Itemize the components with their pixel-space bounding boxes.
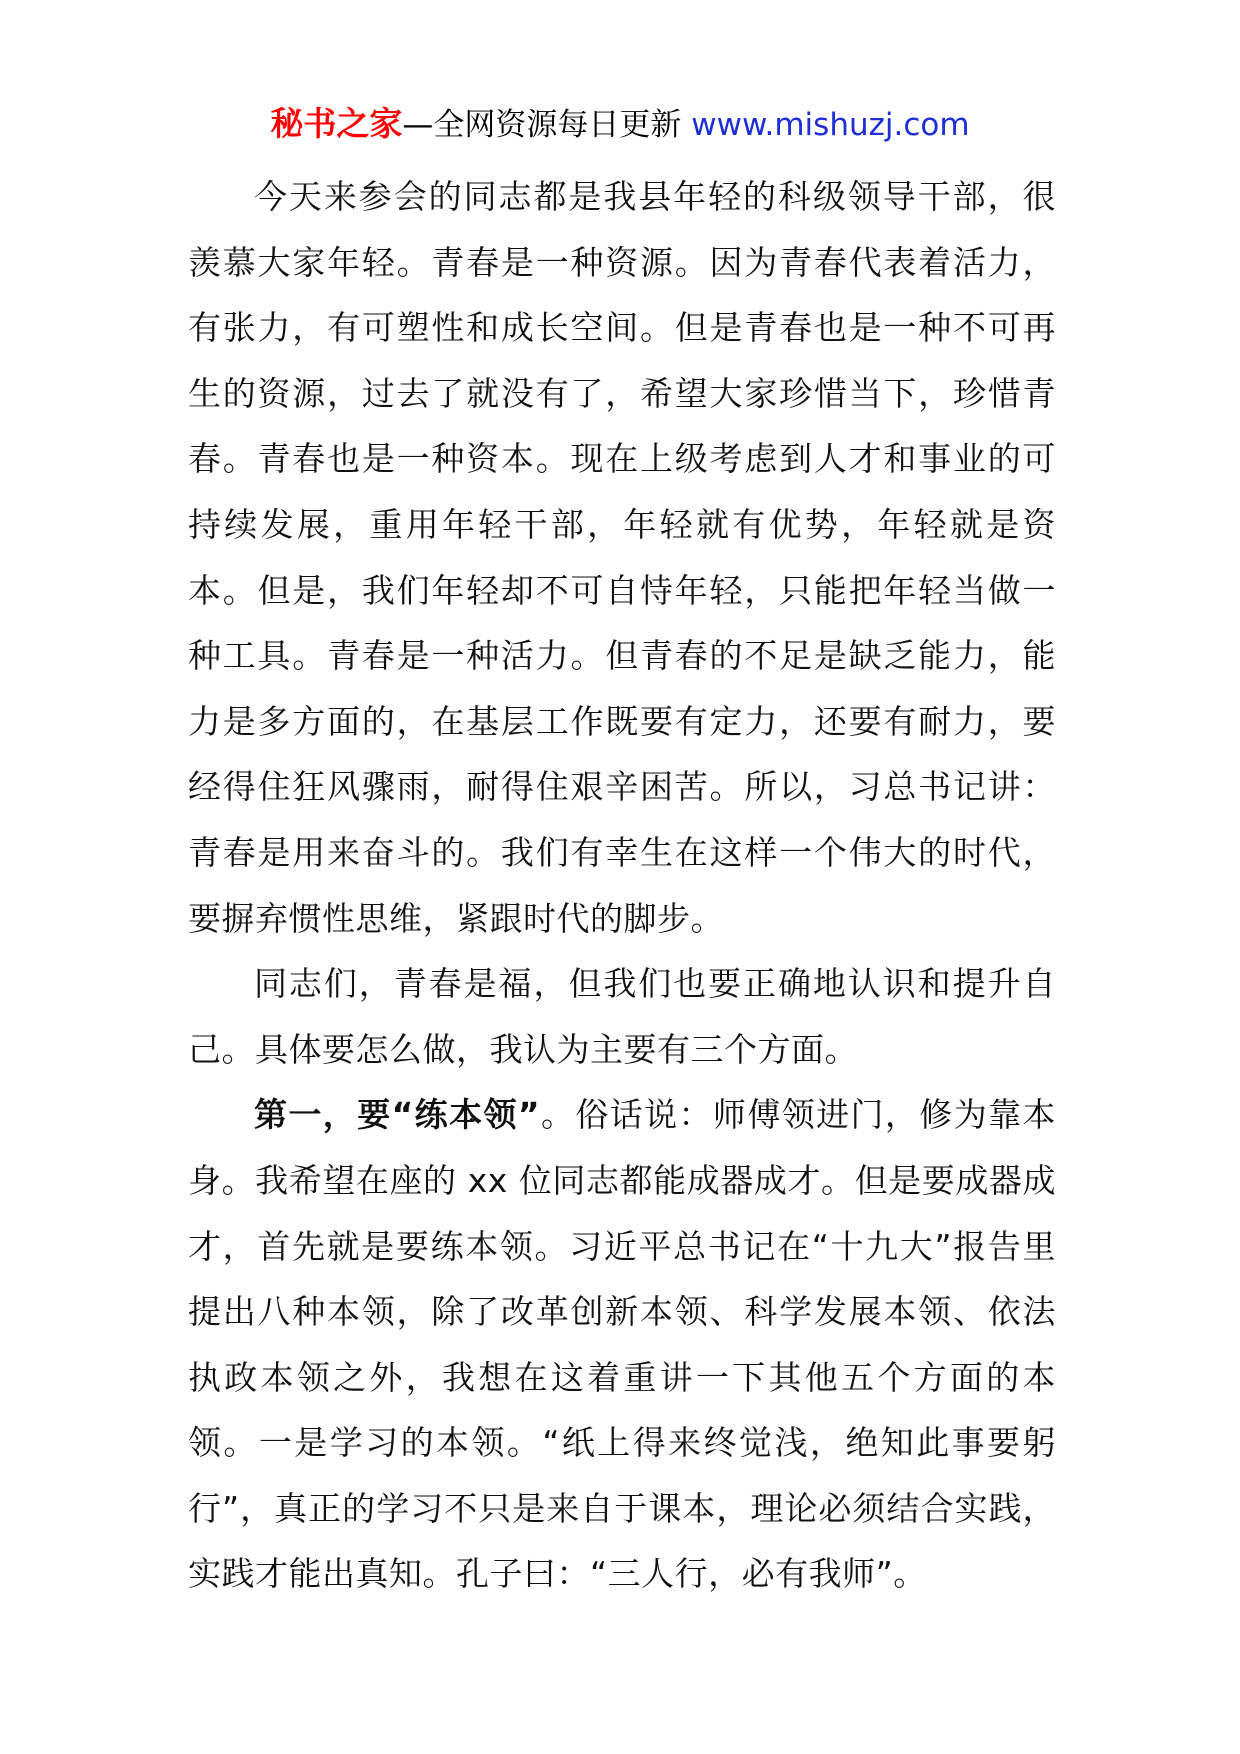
paragraph-text: 今天来参会的同志都是我县年轻的科级领导干部，很羡慕大家年轻。青春是一种资源。因为青春代表着活力，有张力，有可塑性和成长空间。但是青春也是一种不可再生的资源，过去了就没有了，希望大家珍惜当下，珍惜青春。青春也是一种资本。现在上级考虑到人才和事业的可持续发展，重用年轻干部，年轻就有优势，年轻就是资本。但是，我们年轻却不可自恃年轻，只能把年轻当做一种工具。青春是一种活力。但青春的不足是缺乏能力，能力是多方面的，在基层工作既要有定力，还要有耐力，要经得住狂风骤雨，耐得住艰辛困苦。所以，习总书记讲：青春是用来奋斗的。我们有幸生在这样一个伟大的时代，要摒弃惯性思维，紧跟时代的脚步。 (188, 177, 1056, 938)
paragraph-2 (188, 951, 1056, 1082)
header-slogan: —全网资源每日更新 (402, 107, 682, 143)
brand-name: 秘书之家 (270, 104, 403, 143)
site-url-link[interactable]: www.mishuzj.com (691, 107, 970, 143)
paragraph-3 (188, 1082, 1056, 1607)
paragraph-text: 。俗话说：师傅领进门，修为靠本身。我希望在座的 xx 位同志都能成器成才。但是要成器成才，首先就是要练本领。习近平总书记在“十九大”报告里提出八种本领，除了改革创新本领、科学发展本领、依法执政本领之外，我想在这着重讲一下其他五个方面的本领。一是学习的本领。“纸上得来终觉浅，绝知此事要躬行”，真正的学习不只是来自于课本，理论必须结合实践，实践才能出真知。孔子曰：“三人行，必有我师”。 (188, 1095, 1056, 1594)
paragraph-1 (188, 164, 1056, 951)
site-header (0, 104, 1240, 145)
document-body (188, 164, 1056, 1607)
paragraph-lead: 第一，要“练本领” (254, 1095, 541, 1135)
paragraph-text: 同志们，青春是福，但我们也要正确地认识和提升自己。具体要怎么做，我认为主要有三个方面。 (188, 964, 1056, 1069)
